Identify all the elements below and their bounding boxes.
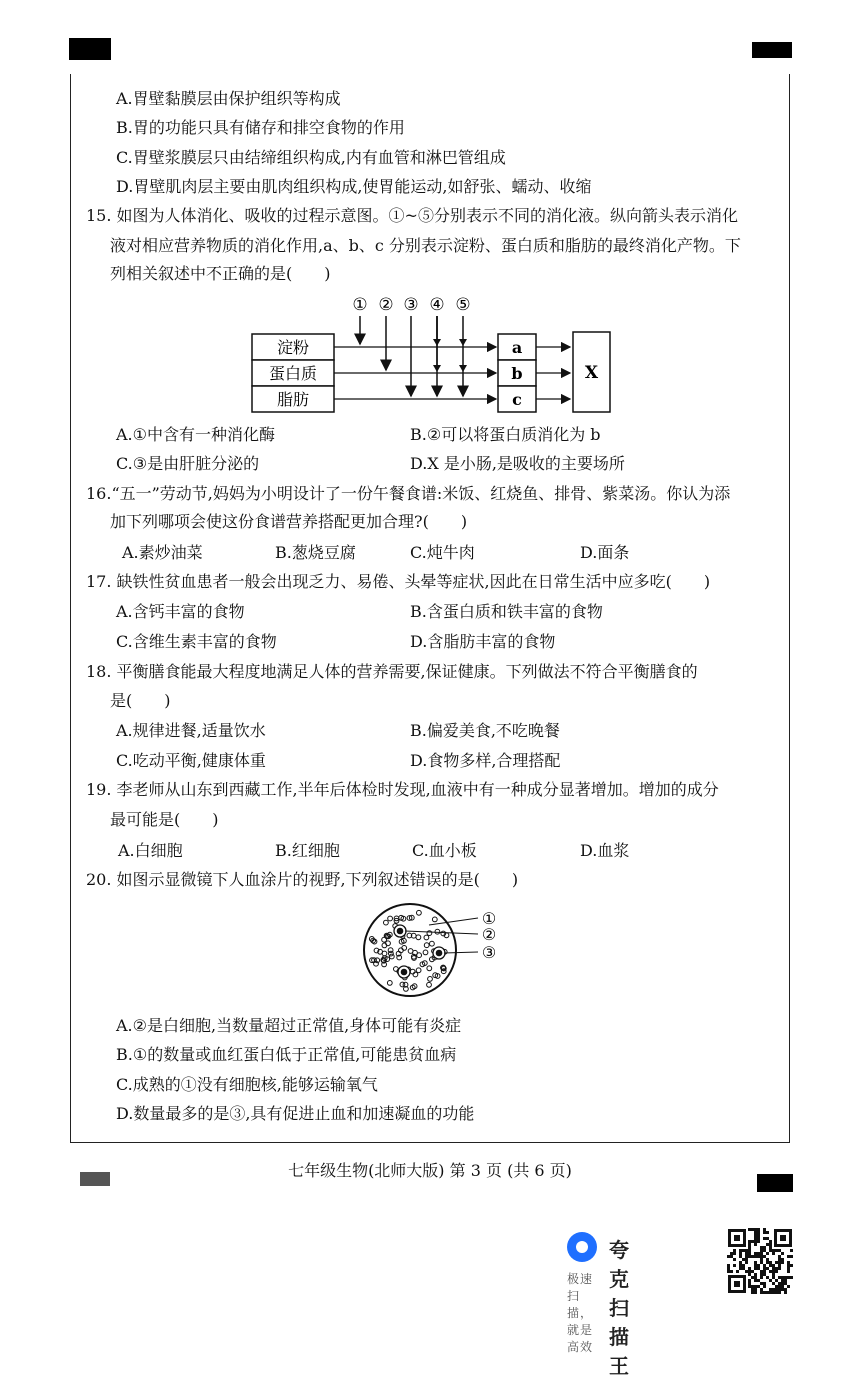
brand-name: 夸克扫描王 (609, 1238, 629, 1378)
q17-option-a: A.含钙丰富的食物 (116, 602, 245, 621)
input-starch: 淀粉 (276, 338, 310, 357)
smear-label-1: ① (481, 909, 497, 928)
q20-option-c: C.成熟的①没有细胞核,能够运输氧气 (116, 1075, 378, 1094)
q17-stem-line-1: 17. 缺铁性贫血患者一般会出现乏力、易倦、头晕等症状,因此在日常生活中应多吃( ) (86, 572, 711, 591)
blood-smear-diagram (360, 898, 510, 1008)
q19-option-c: C.血小板 (412, 841, 477, 860)
q15-stem-line-2: 液对相应营养物质的消化作用,a、b、c 分别表示淀粉、蛋白质和脂肪的最终消化产物。下 (110, 236, 741, 255)
juice-label-5: ⑤ (455, 295, 471, 315)
q16-stem-line-1: 16.“五一”劳动节,妈妈为小明设计了一份午餐食谱:米饭、红烧鱼、排骨、紫菜汤。你认为添 (86, 484, 731, 503)
digestion-diagram (250, 292, 620, 417)
input-protein: 蛋白质 (268, 364, 318, 383)
q20-option-b: B.①的数量或血红蛋白低于正常值,可能患贫血病 (116, 1045, 457, 1064)
q15-option-c: C.③是由肝脏分泌的 (116, 454, 260, 473)
brand-logo-icon (567, 1232, 597, 1262)
corner-mark-top-left (69, 38, 111, 60)
page-footer: 七年级生物(北师大版) 第 3 页 (共 6 页) (288, 1161, 572, 1180)
q19-option-a: A.白细胞 (118, 841, 183, 860)
q15-stem-line-1: 15. 如图为人体消化、吸收的过程示意图。①~⑤分别表示不同的消化液。纵向箭头表示消化 (86, 206, 738, 225)
q18-stem-line-1: 18. 平衡膳食能最大程度地满足人体的营养需要,保证健康。下列做法不符合平衡膳食的 (86, 662, 698, 681)
q18-stem-line-2: 是( ) (110, 691, 171, 710)
q14-option-a: A.胃壁黏膜层由保护组织等构成 (116, 89, 341, 108)
juice-label-1: ① (352, 295, 368, 315)
juice-label-2: ② (378, 295, 394, 315)
q19-option-d: D.血浆 (580, 841, 630, 860)
smear-label-2: ② (481, 925, 497, 944)
q16-stem-line-2: 加下列哪项会使这份食谱营养搭配更加合理?( ) (110, 512, 468, 531)
q19-option-b: B.红细胞 (275, 841, 340, 860)
product-a: a (511, 338, 523, 357)
q20-option-a: A.②是白细胞,当数量超过正常值,身体可能有炎症 (116, 1016, 462, 1035)
q14-option-d: D.胃壁肌肉层主要由肌肉组织构成,使胃能运动,如舒张、蠕动、收缩 (116, 177, 592, 196)
product-b: b (511, 364, 523, 383)
product-c: c (512, 390, 522, 409)
q20-stem-line-1: 20. 如图示显微镜下人血涂片的视野,下列叙述错误的是( ) (86, 870, 519, 889)
q17-option-b: B.含蛋白质和铁丰富的食物 (410, 602, 603, 621)
q15-option-d: D.X 是小肠,是吸收的主要场所 (410, 454, 625, 473)
q18-option-d: D.食物多样,合理搭配 (410, 751, 561, 770)
q16-option-d: D.面条 (580, 543, 630, 562)
qr-code-icon (727, 1228, 793, 1294)
brand-slogan: 极速扫描，就是高效 (567, 1272, 594, 1354)
corner-mark-top-right (752, 42, 792, 58)
q18-option-c: C.吃动平衡,健康体重 (116, 751, 266, 770)
q16-option-a: A.素炒油菜 (122, 543, 203, 562)
q17-option-d: D.含脂肪丰富的食物 (410, 632, 556, 651)
q19-stem-line-2: 最可能是( ) (110, 810, 219, 829)
q18-option-b: B.偏爱美食,不吃晚餐 (410, 721, 560, 740)
q15-stem-line-3: 列相关叙述中不正确的是( ) (110, 264, 331, 283)
q14-option-b: B.胃的功能只具有储存和排空食物的作用 (116, 118, 405, 137)
q17-option-c: C.含维生素丰富的食物 (116, 632, 277, 651)
input-fat: 脂肪 (276, 390, 310, 409)
q15-option-b: B.②可以将蛋白质消化为 b (410, 425, 601, 444)
q19-stem-line-1: 19. 李老师从山东到西藏工作,半年后体检时发现,血液中有一种成分显著增加。增加的成分 (86, 780, 719, 799)
smear-label-3: ③ (481, 943, 497, 962)
juice-label-4: ④ (429, 295, 445, 315)
q20-option-d: D.数量最多的是③,具有促进止血和加速凝血的功能 (116, 1104, 475, 1123)
juice-label-3: ③ (403, 295, 419, 315)
q18-option-a: A.规律进餐,适量饮水 (116, 721, 266, 740)
q15-option-a: A.①中含有一种消化酶 (116, 425, 275, 444)
target-x: X (584, 363, 599, 383)
q16-option-c: C.炖牛肉 (410, 543, 475, 562)
q16-option-b: B.葱烧豆腐 (275, 543, 356, 562)
q14-option-c: C.胃壁浆膜层只由结缔组织构成,内有血管和淋巴管组成 (116, 148, 506, 167)
